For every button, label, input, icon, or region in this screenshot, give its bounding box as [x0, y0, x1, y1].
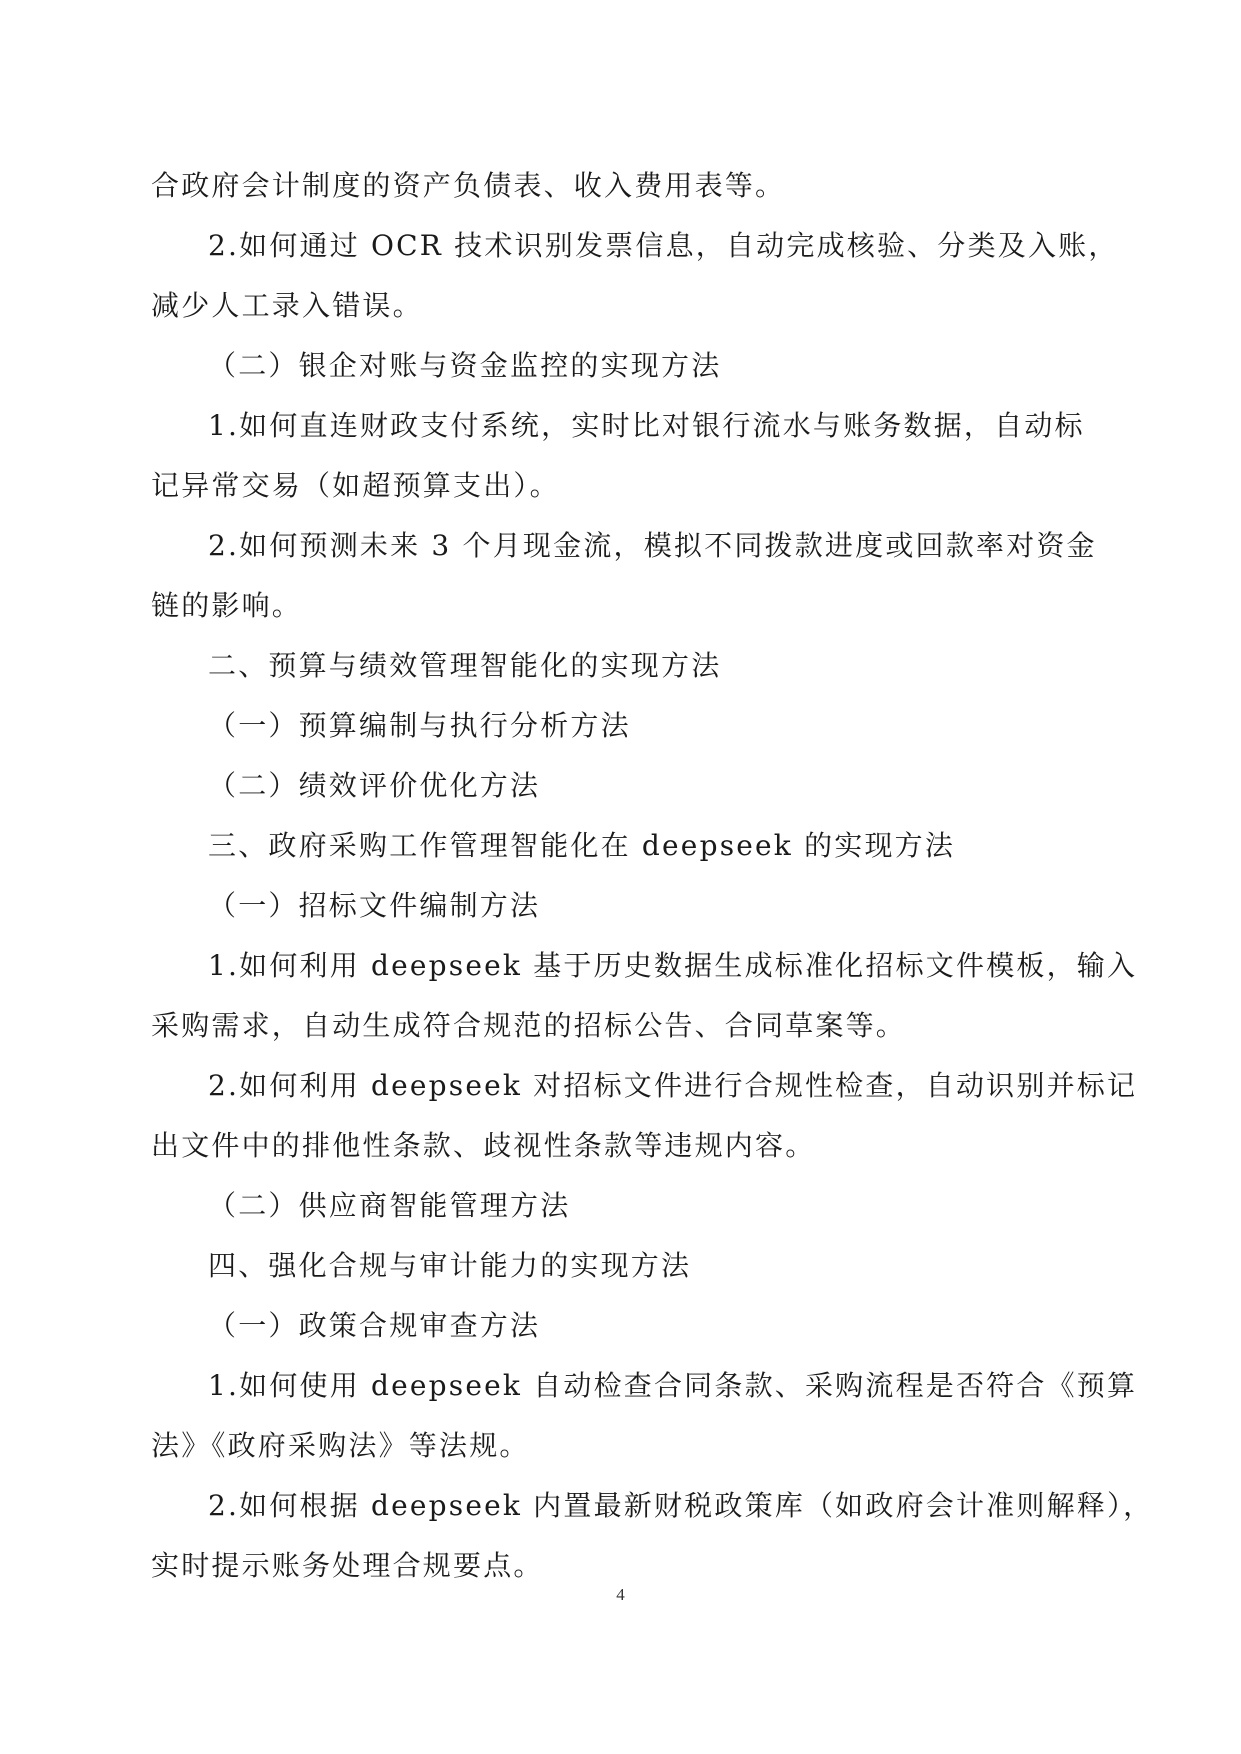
section-heading: 二、预算与绩效管理智能化的实现方法	[208, 649, 722, 682]
list-item-2: 2.如何根据 deepseek 内置最新财税政策库（如政府会计准则解释），	[208, 1489, 1154, 1522]
body-text-line: 出文件中的排他性条款、歧视性条款等违规内容。	[151, 1129, 816, 1162]
subsection-heading: （一）政策合规审查方法	[208, 1309, 541, 1342]
list-item-1: 1.如何使用 deepseek 自动检查合同条款、采购流程是否符合《预算	[208, 1369, 1138, 1402]
list-item-2: 2.如何利用 deepseek 对招标文件进行合规性检查，自动识别并标记	[208, 1069, 1138, 1102]
subsection-heading: （一）预算编制与执行分析方法	[208, 709, 631, 742]
subsection-heading: （二）供应商智能管理方法	[208, 1189, 571, 1222]
body-text-line: 法》《政府采购法》等法规。	[151, 1429, 530, 1462]
body-text-line: 采购需求，自动生成符合规范的招标公告、合同草案等。	[151, 1009, 907, 1042]
section-heading: 三、政府采购工作管理智能化在 deepseek 的实现方法	[208, 829, 956, 862]
section-heading: 四、强化合规与审计能力的实现方法	[208, 1249, 692, 1282]
list-item-1: 1.如何利用 deepseek 基于历史数据生成标准化招标文件模板，输入	[208, 949, 1138, 982]
subsection-heading: （一）招标文件编制方法	[208, 889, 541, 922]
subsection-heading: （二）银企对账与资金监控的实现方法	[208, 349, 722, 382]
body-text-line: 合政府会计制度的资产负债表、收入费用表等。	[151, 169, 786, 202]
body-text-line: 实时提示账务处理合规要点。	[151, 1549, 544, 1582]
page-number: 4	[616, 1585, 625, 1604]
list-item-1: 1.如何直连财政支付系统，实时比对银行流水与账务数据，自动标	[208, 409, 1085, 442]
body-text-line: 记异常交易（如超预算支出）。	[151, 469, 560, 502]
body-text-line: 链的影响。	[151, 589, 303, 622]
body-text-line: 减少人工录入错误。	[151, 289, 423, 322]
subsection-heading: （二）绩效评价优化方法	[208, 769, 541, 802]
list-item-2: 2.如何通过 OCR 技术识别发票信息，自动完成核验、分类及入账，	[208, 229, 1119, 262]
list-item-2: 2.如何预测未来 3 个月现金流，模拟不同拨款进度或回款率对资金	[208, 529, 1097, 562]
